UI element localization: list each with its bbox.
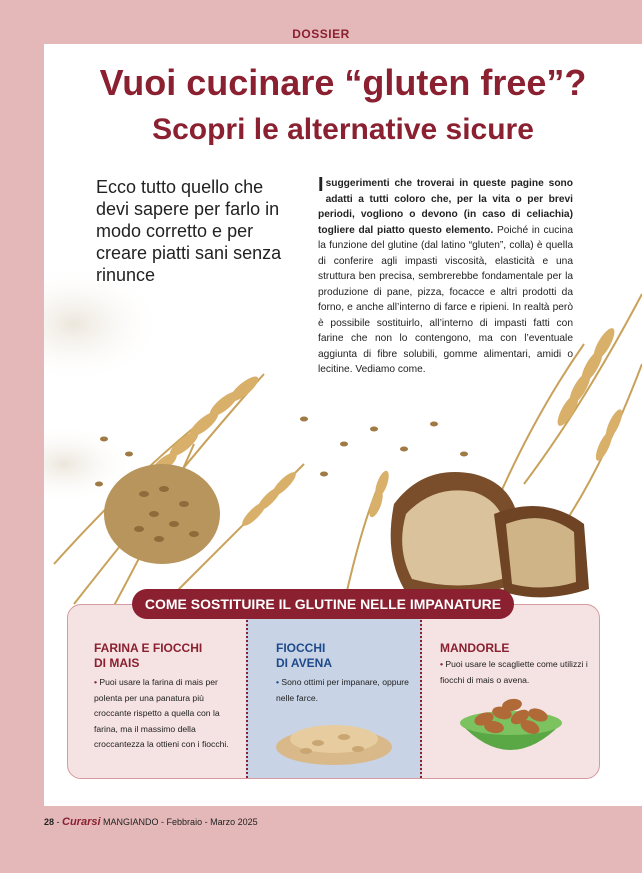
magazine-brand: Curarsi [62, 816, 101, 828]
intro-text: Ecco tutto quello che devi sapere per farlo in modo corretto e per creare piatti sani senza rinunce [96, 177, 282, 285]
tip-heading-line: DI AVENA [276, 656, 333, 670]
body-lead: suggerimenti che troverai in queste pagine sono adatti a tutti coloro che, per la vita o per brevi periodi, vogliono o devono (in caso di celiachia) togliere dal piatto questo elemento. [318, 178, 573, 236]
body-rest: Poiché in cucina la funzione del glutine (dal latino “gluten”, colla) è quella di conferire agli impasti viscosità, elasticità e una struttura ben precisa, sembrerebbe fondamentale per la produzione di pane, pizza, focacce e altri prodotti da forno, e anche all’interno di farce e ripieni. In realtà però è possibile sostituirlo, all’interno di impasti fatti con farine che non lo contengono, ma con l’eventuale aggiunta di fibre solubili, gomme alimentari, amidi o lecitine. Vediamo come. [318, 224, 573, 375]
tip-heading [94, 641, 202, 671]
tips-box [67, 604, 600, 779]
tip-body: Sono ottimi per impanare, oppure nelle farce. [276, 677, 409, 703]
tip-column-mandorle [422, 605, 599, 778]
tip-heading-line: DI MAIS [94, 656, 140, 670]
bullet-icon: • [276, 677, 280, 687]
tip-heading-line: FIOCCHI [276, 641, 326, 655]
page-footer [44, 816, 258, 828]
drop-cap: I [318, 174, 324, 196]
section-tag: DOSSIER [292, 27, 350, 41]
grain-pile [104, 464, 220, 564]
oat-flakes-image [248, 605, 420, 778]
tip-column-avena [246, 605, 422, 778]
footer-separator: - [54, 817, 63, 827]
page-subtitle: Scopri le alternative sicure [152, 113, 534, 146]
tip-column-mais [68, 605, 246, 778]
bullet-icon: • [440, 659, 444, 669]
body-text [318, 176, 573, 378]
page-number: 28 [44, 817, 55, 827]
bullet-icon: • [94, 677, 98, 687]
tip-text [94, 675, 234, 753]
tip-heading: MANDORLE [440, 641, 510, 655]
box-title: COME SOSTITUIRE IL GLUTINE NELLE IMPANATURE [132, 589, 514, 619]
almonds-bowl-image [422, 605, 599, 778]
tip-body: Puoi usare la farina di mais per polenta per una panatura più croccante rispetto a quella con la farina, ma il massimo della croccantezza la ottieni con i fiocchi. [94, 677, 229, 749]
tip-body: Puoi usare le scagliette come utilizzi i fiocchi di mais o avena. [440, 659, 588, 685]
bread-crumb [402, 490, 506, 585]
magazine-edition: MANGIANDO - Febbraio - Marzo 2025 [100, 817, 258, 827]
page-title: Vuoi cucinare “gluten free”? [99, 62, 587, 103]
tip-heading-line: FARINA E FIOCCHI [94, 641, 203, 655]
